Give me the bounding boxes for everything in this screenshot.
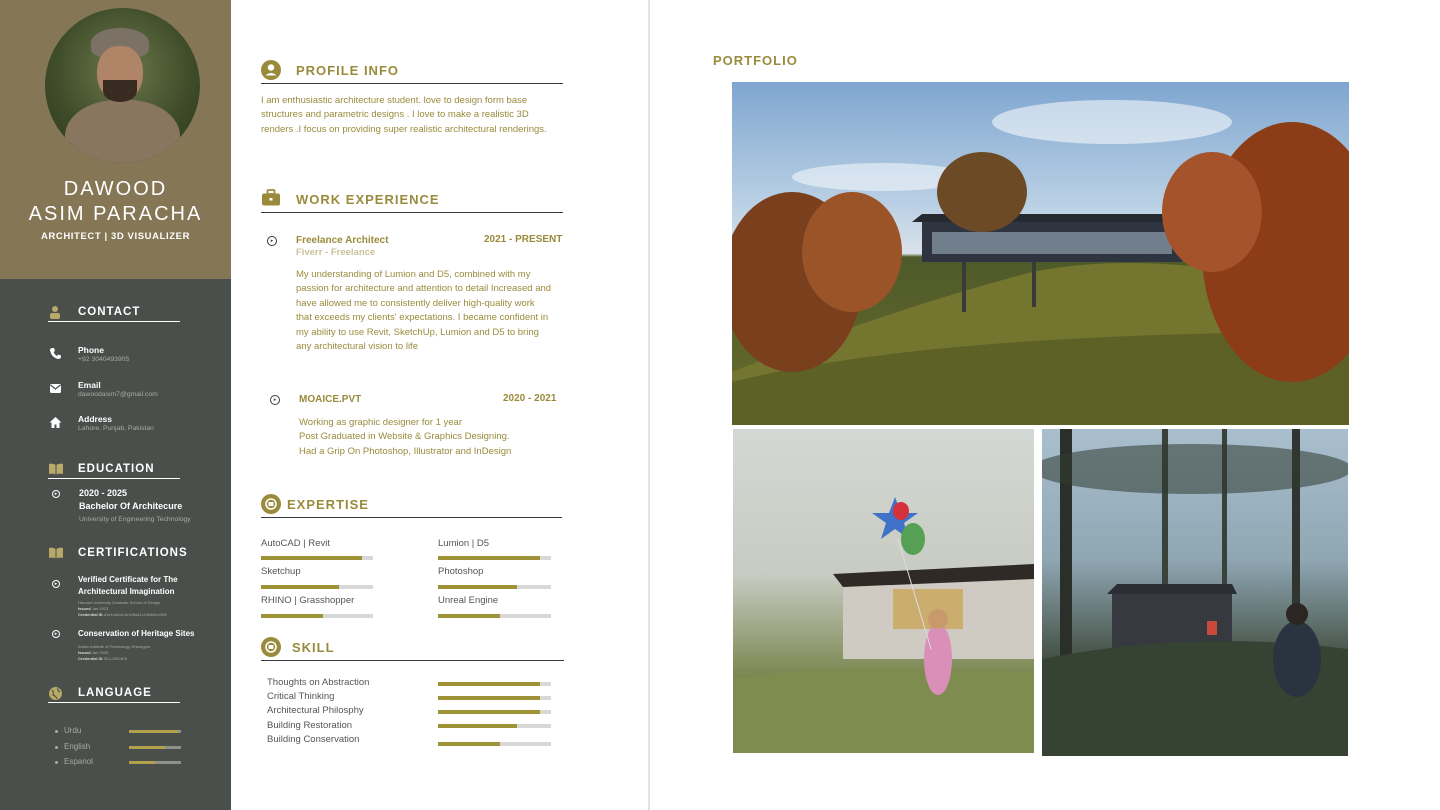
- cert-issuer: Indian Institute of Technology, Kharagpur: [78, 644, 151, 649]
- skill-bar: [438, 742, 551, 746]
- user-circle-icon: [261, 60, 281, 80]
- gear-book-icon: [261, 637, 281, 657]
- cert-issued: Issued Jan 2025: [78, 650, 109, 655]
- job-company: Fiverr - Freelance: [296, 247, 376, 258]
- cert-issued: Issued Jan 2023: [78, 606, 109, 611]
- expertise-label: RHINO | Grasshopper: [261, 595, 355, 606]
- bullet-icon: ▸: [52, 490, 60, 498]
- certifications-heading: CERTIFICATIONS: [48, 545, 180, 563]
- skill-label: Architectural Philosphy: [267, 705, 364, 716]
- role-title: ARCHITECT | 3D VISUALIZER: [40, 231, 191, 242]
- profile-info-heading: PROFILE INFO: [261, 60, 563, 84]
- education-degree: Bachelor Of Architecure: [79, 501, 183, 511]
- arrow-circle-icon: ▸: [267, 236, 277, 246]
- skill-label: Thoughts on Abstraction: [267, 677, 370, 688]
- name-first: DAWOOD: [63, 178, 168, 200]
- skill-bar: [438, 710, 551, 714]
- job-title: MOAICE.PVT: [299, 394, 362, 405]
- language-item: Urdu: [55, 726, 185, 738]
- job-dates: 2021 - PRESENT: [484, 234, 563, 245]
- job-description: My understanding of Lumion and D5, combined with my passion for architecture and attention to detail Increased and have allowed me to consistently deliver high-quality work that exceeds my clients' expectations. I became confident in my ability to use Revit, SketchUp, Lumion and D5 to bring any architectural vision to life: [296, 269, 552, 353]
- education-heading: EDUCATION: [48, 461, 180, 479]
- contact-heading: CONTACT: [48, 304, 180, 322]
- book-icon: [48, 546, 66, 560]
- cert-issuer: Harvard University Graduate School of Design: [78, 600, 161, 605]
- profile-info-text: I am enthusiastic architecture student. love to design form base structures and parametric designs . I love to make a realistic 3D renders .I focus on providing super realistic architectural renderings.: [261, 95, 547, 135]
- phone-label: Phone: [78, 345, 104, 355]
- portfolio-image-hillside-house[interactable]: [732, 82, 1349, 425]
- expertise-label: Lumion | D5: [438, 538, 490, 549]
- sidebar: [0, 0, 231, 810]
- skill-label: Critical Thinking: [267, 691, 335, 702]
- expertise-label: Sketchup: [261, 566, 301, 577]
- address-label: Address: [78, 414, 113, 424]
- expertise-bar: [261, 556, 373, 560]
- home-icon: [49, 416, 63, 430]
- globe-icon: [48, 686, 66, 700]
- expertise-bar: [438, 614, 551, 618]
- skill-bar: [438, 682, 551, 686]
- skill-bar: [438, 724, 551, 728]
- phone-value: +92 3040493905: [78, 356, 130, 363]
- language-level-bar: [129, 746, 181, 749]
- skill-heading: SKILL: [261, 637, 564, 661]
- mail-icon: [49, 382, 63, 396]
- briefcase-icon: [261, 189, 281, 209]
- phone-icon: [49, 347, 63, 361]
- bullet-icon: ▸: [52, 580, 60, 588]
- language-item: Espanol: [55, 757, 185, 769]
- portfolio-image-girl-balloons[interactable]: [733, 429, 1034, 753]
- expertise-label: Photoshop: [438, 566, 484, 577]
- page-divider: [648, 0, 650, 810]
- portfolio-heading: PORTFOLIO: [713, 53, 798, 68]
- job-dates: 2020 - 2021: [503, 393, 557, 404]
- book-icon: [48, 462, 66, 476]
- expertise-bar: [438, 585, 551, 589]
- expertise-bar: [261, 614, 373, 618]
- email-label: Email: [78, 380, 101, 390]
- skill-bar: [438, 696, 551, 700]
- email-value: dawoodasim7@gmail.com: [78, 391, 158, 398]
- education-years: 2020 - 2025: [79, 488, 128, 498]
- portfolio-image-forest-cabin[interactable]: [1042, 429, 1348, 756]
- avatar: [45, 8, 200, 163]
- skill-label: Building Conservation: [267, 734, 360, 745]
- expertise-bar: [261, 585, 373, 589]
- profile-header: [0, 0, 231, 279]
- expertise-heading: EXPERTISE: [261, 494, 562, 518]
- work-experience-heading: WORK EXPERIENCE: [261, 189, 563, 213]
- person-icon: [48, 305, 66, 319]
- name-last: ASIM PARACHA: [28, 203, 203, 225]
- language-level-bar: [129, 761, 181, 764]
- education-school: University of Engineering Technology: [79, 516, 191, 523]
- cert-title: Conservation of Heritage Sites: [78, 629, 195, 638]
- expertise-label: AutoCAD | Revit: [261, 538, 330, 549]
- bullet-icon: ▸: [52, 630, 60, 638]
- expertise-label: Unreal Engine: [438, 595, 499, 606]
- arrow-circle-icon: ▸: [270, 395, 280, 405]
- cert-title: Verified Certificate for The Architectural Imagination: [78, 575, 178, 596]
- language-item: English: [55, 742, 185, 754]
- job-description: Working as graphic designer for 1 year Post Graduated in Website & Graphics Designing. Had a Grip On Photoshop, Illustrator and InDesign: [299, 417, 512, 457]
- language-level-bar: [129, 730, 181, 733]
- job-title: Freelance Architect: [296, 235, 389, 246]
- address-value: Lahore, Punjab, Pakistan: [78, 425, 154, 432]
- language-heading: LANGUAGE: [48, 685, 180, 703]
- gear-book-icon: [261, 494, 281, 514]
- expertise-bar: [438, 556, 551, 560]
- skill-label: Building Restoration: [267, 720, 353, 731]
- cert-credential: Credential ID 2K1-28G4K8: [78, 656, 127, 661]
- cert-credential: Credential ID d1e1ed0a14e1d9a31c14b8fbc1055: [78, 612, 167, 617]
